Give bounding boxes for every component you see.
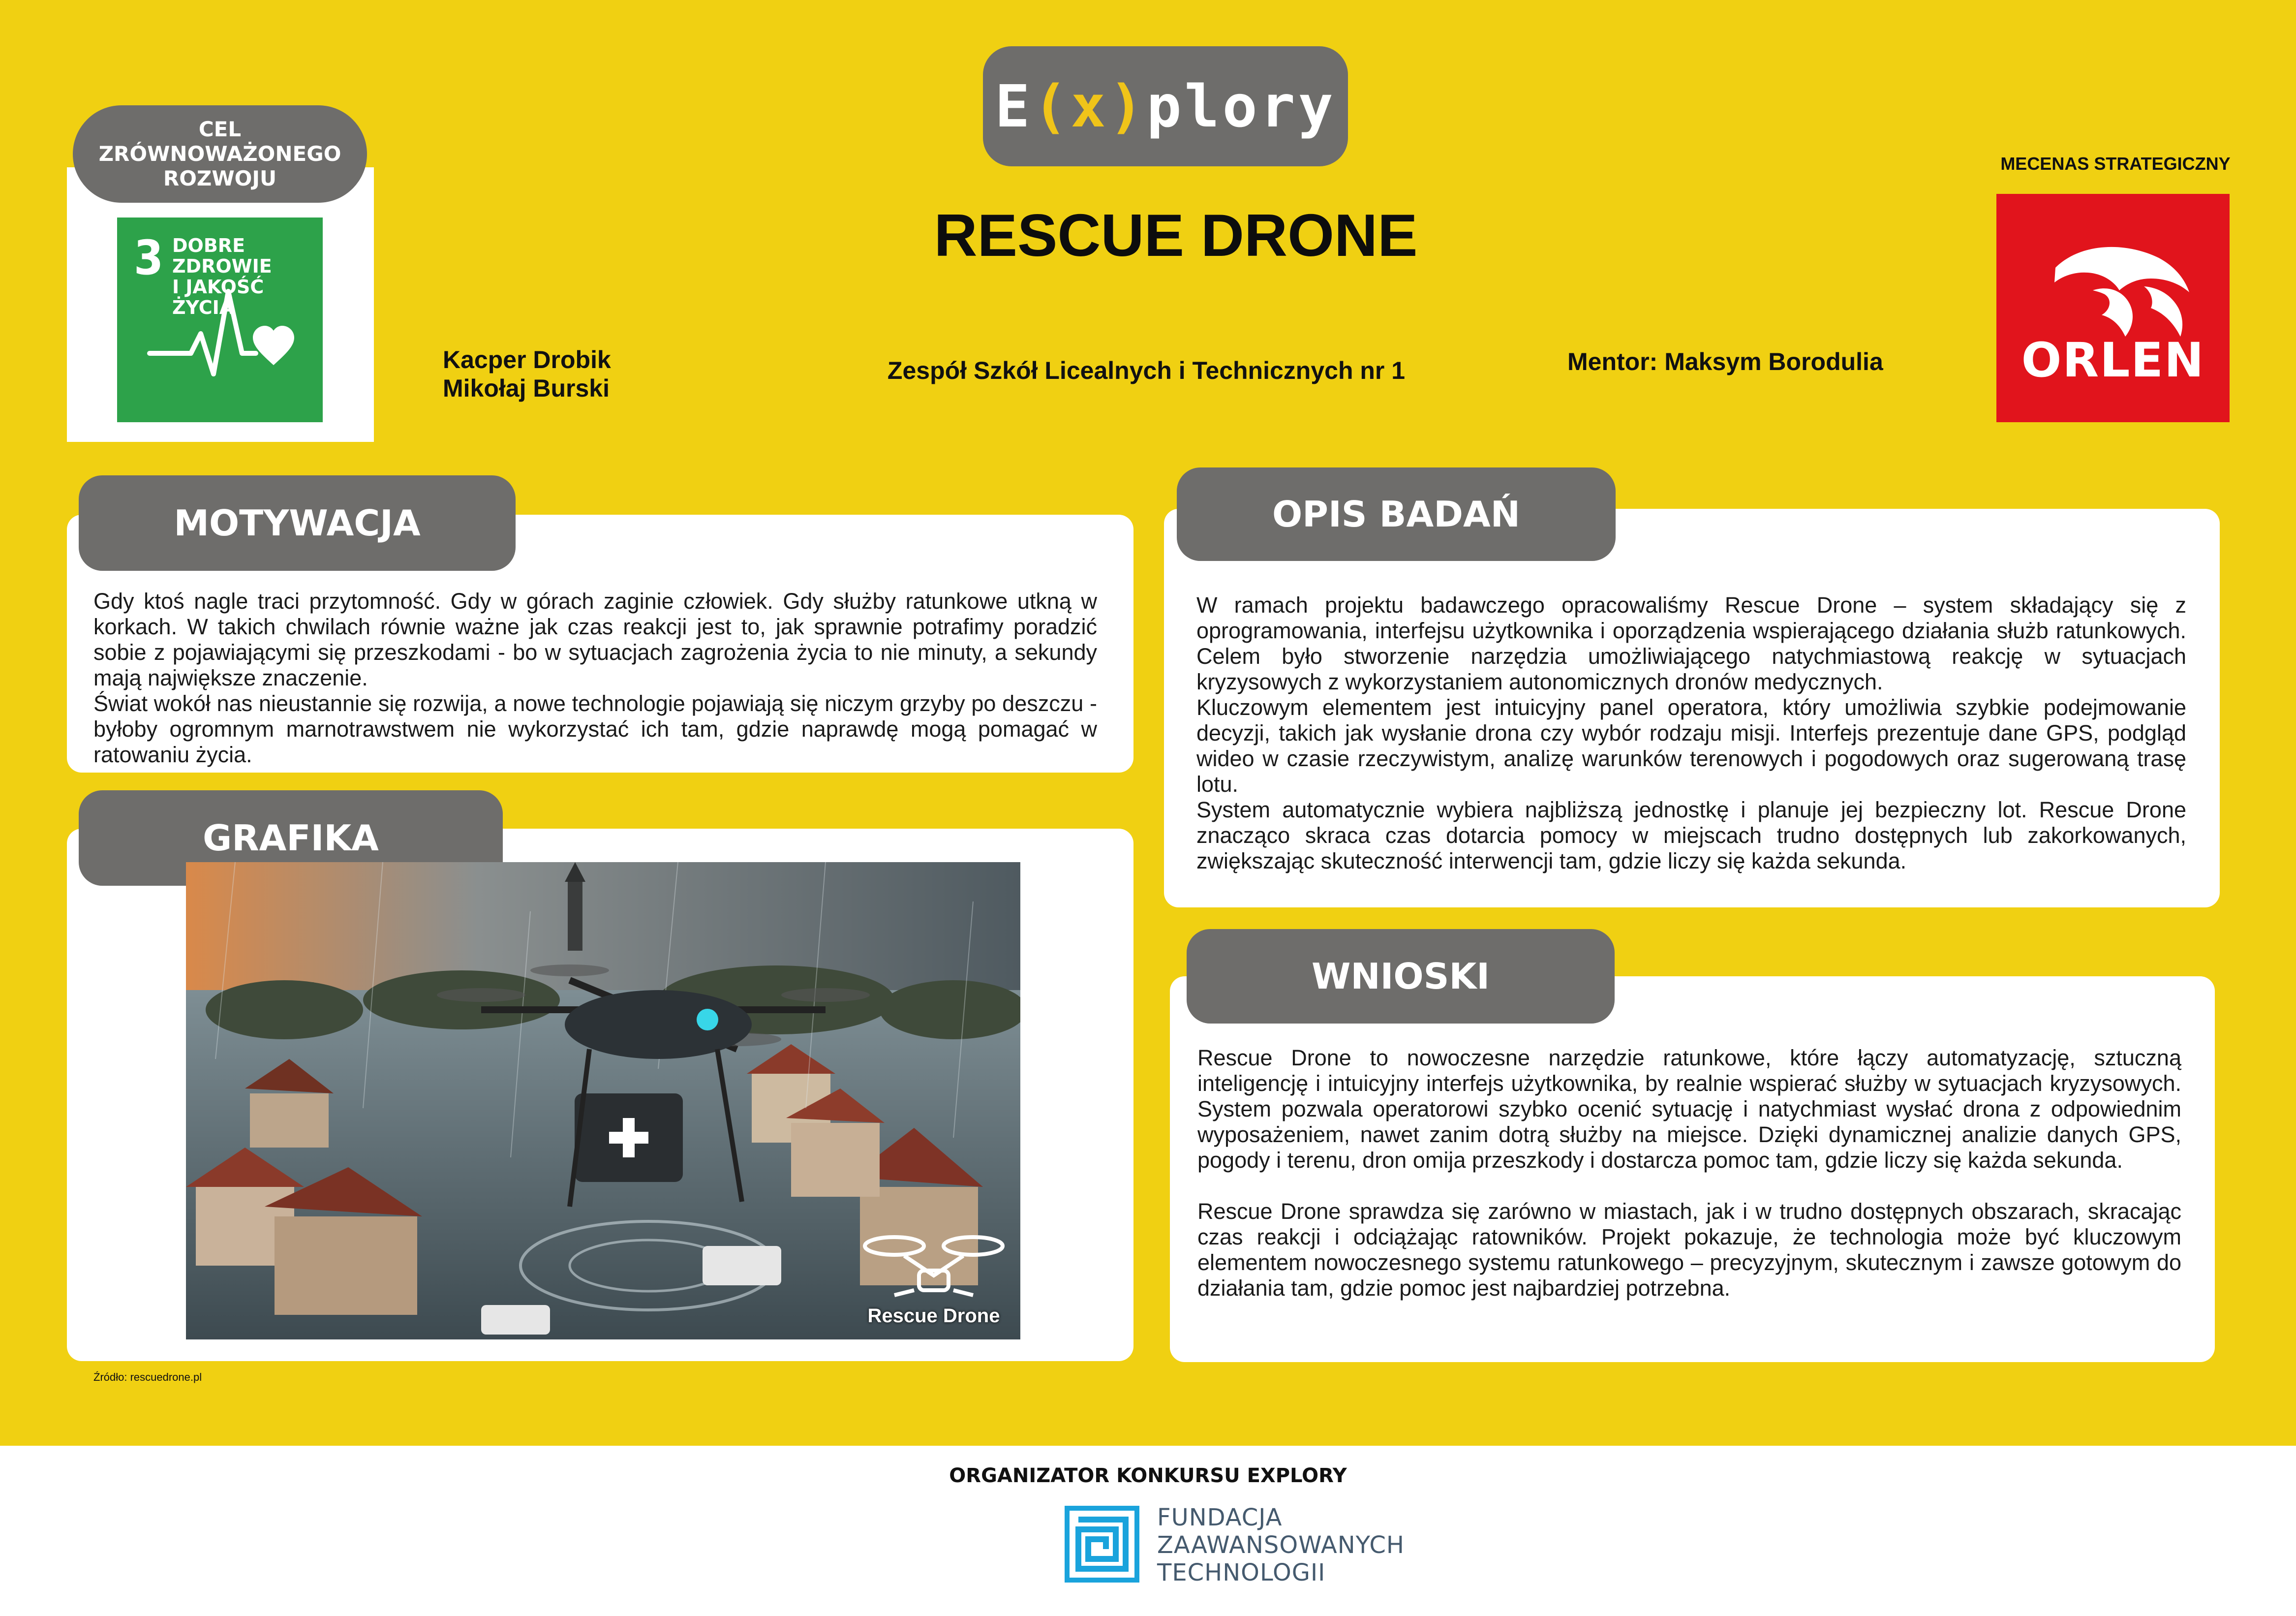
logo-prefix: E bbox=[995, 72, 1033, 140]
heartbeat-heart-icon bbox=[117, 218, 323, 422]
organizer-label: ORGANIZATOR KONKURSU EXPLORY bbox=[949, 1464, 1347, 1487]
poster-title: RESCUE DRONE bbox=[934, 202, 1418, 269]
sdg-label-line-1: CEL bbox=[198, 117, 242, 141]
graphic-caption: Rescue Drone bbox=[867, 1305, 1000, 1327]
author-2: Mikołaj Burski bbox=[443, 374, 610, 402]
foundation-line-3: TECHNOLOGII bbox=[1157, 1559, 1326, 1586]
opis-paragraph-1: W ramach projektu badawczego opracowaliśmy Rescue Drone – system składający się z oprogramowania, interfejsu użytkownika i oporządzenia wspierającego działania służb ratunkowych. Celem było stworzenie narzędzia umożliwiającego natychmiastową reakcję w sytuacjach kryzysowych z wykorzystaniem autonomicznych dronów medycznych. bbox=[1196, 592, 2186, 694]
sdg-label-line-3: ROZWOJU bbox=[163, 166, 277, 190]
mentor: Mentor: Maksym Borodulia bbox=[1567, 348, 1883, 375]
wnioski-paragraph-1: Rescue Drone to nowoczesne narzędzie ratunkowe, które łączy automatyzację, sztuczną inteligencję i intuicyjny interfejs użytkownika, by realnie wspierać służby w sytuacjach kryzysowych. System pozwala operatorowi szybko ocenić sytuację i natychmiast wysłać drona z odpowiednim wyposażeniem, nawet zanim dotrą służby na miejsce. Dzięki dynamicznej analizie danych GPS, pogody i terenu, dron omija przeszkody i dostarcza pomoc tam, gdzie liczy się każda sekunda. bbox=[1197, 1045, 2181, 1173]
rescue-drone-illustration bbox=[186, 862, 1020, 1339]
grafika-heading: GRAFIKA bbox=[79, 790, 503, 886]
school-name: Zespół Szkół Licealnych i Technicznych nr 1 bbox=[887, 357, 1406, 384]
motywacja-paragraph-1: Gdy ktoś nagle traci przytomność. Gdy w górach zaginie człowiek. Gdy służby ratunkowe utkną w korkach. W takich chwilach równie ważne jak czas reakcji jest to, jak sprawnie potrafimy poradzić sobie z pojawiającymi się przeszkodami - bo w sytuacjach zagrożenia życia to nie minuty, a sekundy mają największe znaczenie. bbox=[93, 589, 1097, 690]
opis-paragraph-3: System automatycznie wybiera najbliższą jednostkę i planuje jej bezpieczny lot. Rescue Drone znacząco skraca czas dotarcia pomocy w miejscach trudno dostępnych lub zakorkowanych, zwiększając skuteczność interwencji tam, gdzie liczy się każda sekunda. bbox=[1196, 797, 2186, 873]
sdg-label-line-2: ZRÓWNOWAŻONEGO bbox=[98, 142, 341, 166]
logo-paren-close: ) bbox=[1108, 72, 1147, 140]
logo-paren-open: ( bbox=[1033, 72, 1071, 140]
authors bbox=[443, 345, 611, 403]
fzt-maze-icon bbox=[1065, 1506, 1139, 1583]
wnioski-text bbox=[1197, 1045, 2181, 1301]
orlen-eagle-icon bbox=[1996, 194, 2230, 422]
opis-paragraph-2: Kluczowym elementem jest intuicyjny panel operatora, który umożliwia szybkie podejmowanie decyzji, takich jak wysłanie drona czy wybór rodzaju misji. Interfejs prezentuje dane GPS, podgląd wideo w czasie rzeczywistym, analizę warunków terenowych i pogodowych oraz sugerowaną trasę lotu. bbox=[1196, 695, 2186, 797]
foundation-line-1: FUNDACJA bbox=[1157, 1504, 1283, 1531]
sdg-label bbox=[73, 105, 367, 203]
wnioski-paragraph-2: Rescue Drone sprawdza się zarówno w miastach, jak i w trudno dostępnych obszarach, skracając czas reakcji i odciążając ratowników. Projekt pokazuje, że technologia może być kluczowym elementem nowoczesnego systemu ratunkowego – precyzyjnym, skutecznym i zawsze gotowym do działania tam, gdzie pomoc jest najbardziej potrzebna. bbox=[1197, 1199, 2181, 1301]
sponsor-label: MECENAS STRATEGICZNY bbox=[2000, 154, 2231, 174]
sdg-goal-tile bbox=[117, 218, 323, 422]
wnioski-heading: WNIOSKI bbox=[1187, 929, 1615, 1024]
orlen-logo bbox=[1996, 194, 2230, 422]
explory-logo bbox=[983, 46, 1348, 166]
motywacja-text bbox=[93, 589, 1097, 768]
author-1: Kacper Drobik bbox=[443, 346, 611, 373]
sdg-goal-line-2: I JAKOŚĆ ŻYCIA bbox=[172, 276, 264, 318]
image-source: Źródło: rescuedrone.pl bbox=[93, 1371, 202, 1383]
motywacja-paragraph-2: Świat wokół nas nieustannie się rozwija, a nowe technologie pojawiają się niczym grzyby po deszczu - byłoby ogromnym marnotrawstwem nie wykorzystać ich tam, gdzie naprawdę mogą pomagać w ratowaniu życia. bbox=[93, 691, 1097, 767]
foundation-name bbox=[1157, 1504, 1405, 1586]
logo-mid: x bbox=[1071, 72, 1109, 140]
flooded-town-drone-image bbox=[186, 862, 1020, 1339]
motywacja-heading: MOTYWACJA bbox=[79, 475, 516, 571]
opis-heading: OPIS BADAŃ bbox=[1177, 467, 1616, 561]
sdg-goal-line-1: DOBRE ZDROWIE bbox=[172, 235, 272, 277]
orlen-wordmark: ORLEN bbox=[2021, 333, 2205, 388]
foundation-line-2: ZAAWANSOWANYCH bbox=[1157, 1531, 1405, 1559]
logo-suffix: plory bbox=[1146, 72, 1336, 140]
opis-text bbox=[1196, 592, 2186, 874]
sdg-goal-number: 3 bbox=[134, 230, 164, 285]
